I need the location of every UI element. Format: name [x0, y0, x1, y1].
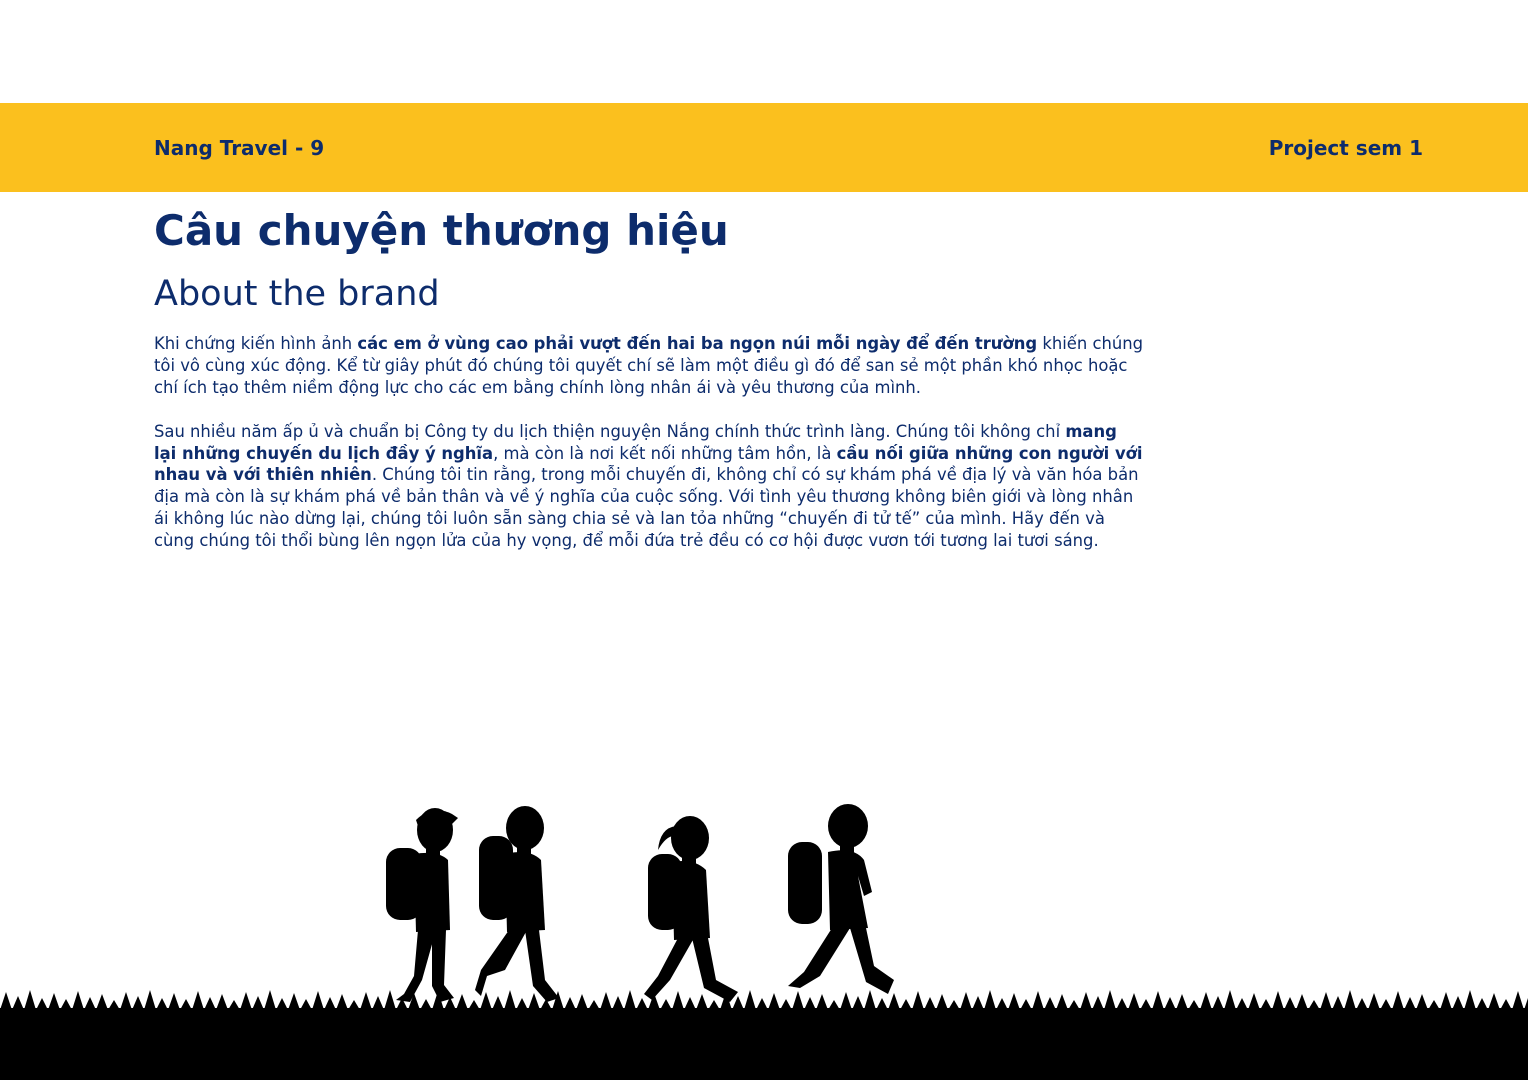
paragraph-2-highlight-2: cầu nối giữa những con người với nhau và với thiên nhiên	[154, 443, 1143, 485]
children-walking-silhouette-icon	[0, 780, 1528, 1080]
paragraph-1-text-a: Khi chứng kiến hình ảnh	[154, 334, 358, 353]
paragraph-2-text-a: Sau nhiều năm ấp ủ và chuẩn bị Công ty du lịch thiện nguyện Nắng chính thức trình làng. Chúng tôi không chỉ	[154, 421, 1066, 441]
grass-edge	[0, 990, 1528, 1012]
paragraph-2-text-b: , mà còn là nơi kết nối những tâm hồn, là	[493, 443, 837, 463]
ground-strip	[0, 1008, 1528, 1080]
header-brand-label: Nang Travel - 9	[154, 136, 325, 160]
story-paragraph-2	[154, 421, 1144, 552]
paragraph-2-text-c: . Chúng tôi tin rằng, trong mỗi chuyến đi, không chỉ có sự khám phá về địa lý và văn hóa bản địa mà còn là sự khám phá về bản thân và về ý nghĩa của cuộc sống. Với tình yêu thương không biên giới và lòng nhân ái không lúc nào dừng lại, chúng tôi luôn sẵn sàng chia sẻ và lan tỏa những “chuyến đi tử tế” của mình. Hãy đến và cùng chúng tôi thổi bùng lên ngọn lửa của hy vọng, để mỗi đứa trẻ đều có cơ hội được vươn tới tương lai tươi sáng.	[154, 465, 1139, 551]
child-silhouette-1	[386, 808, 458, 1002]
child-silhouette-2	[475, 806, 559, 1002]
paragraph-2-highlight-1: mang lại những chuyến du lịch đầy ý nghĩa	[154, 421, 1117, 463]
story-paragraph-1	[154, 333, 1144, 399]
child-silhouette-3	[644, 816, 738, 1002]
header-project-label: Project sem 1	[1268, 136, 1423, 160]
paragraph-1-highlight: các em ở vùng cao phải vượt đến hai ba ngọn núi mỗi ngày để đến trường	[357, 334, 1038, 353]
page-subtitle: About the brand	[154, 274, 440, 314]
paragraph-1-text-b: khiến chúng tôi vô cùng xúc động. Kể từ giây phút đó chúng tôi quyết chí sẽ làm một điều gì đó để san sẻ một phần khó nhọc hoặc chí ích tạo thêm niềm động lực cho các em bằng chính lòng nhân ái và yêu thương của mình.	[154, 334, 1144, 397]
page-title: Câu chuyện thương hiệu	[154, 206, 729, 255]
child-silhouette-4	[788, 804, 894, 994]
brand-story-text	[154, 333, 1144, 574]
